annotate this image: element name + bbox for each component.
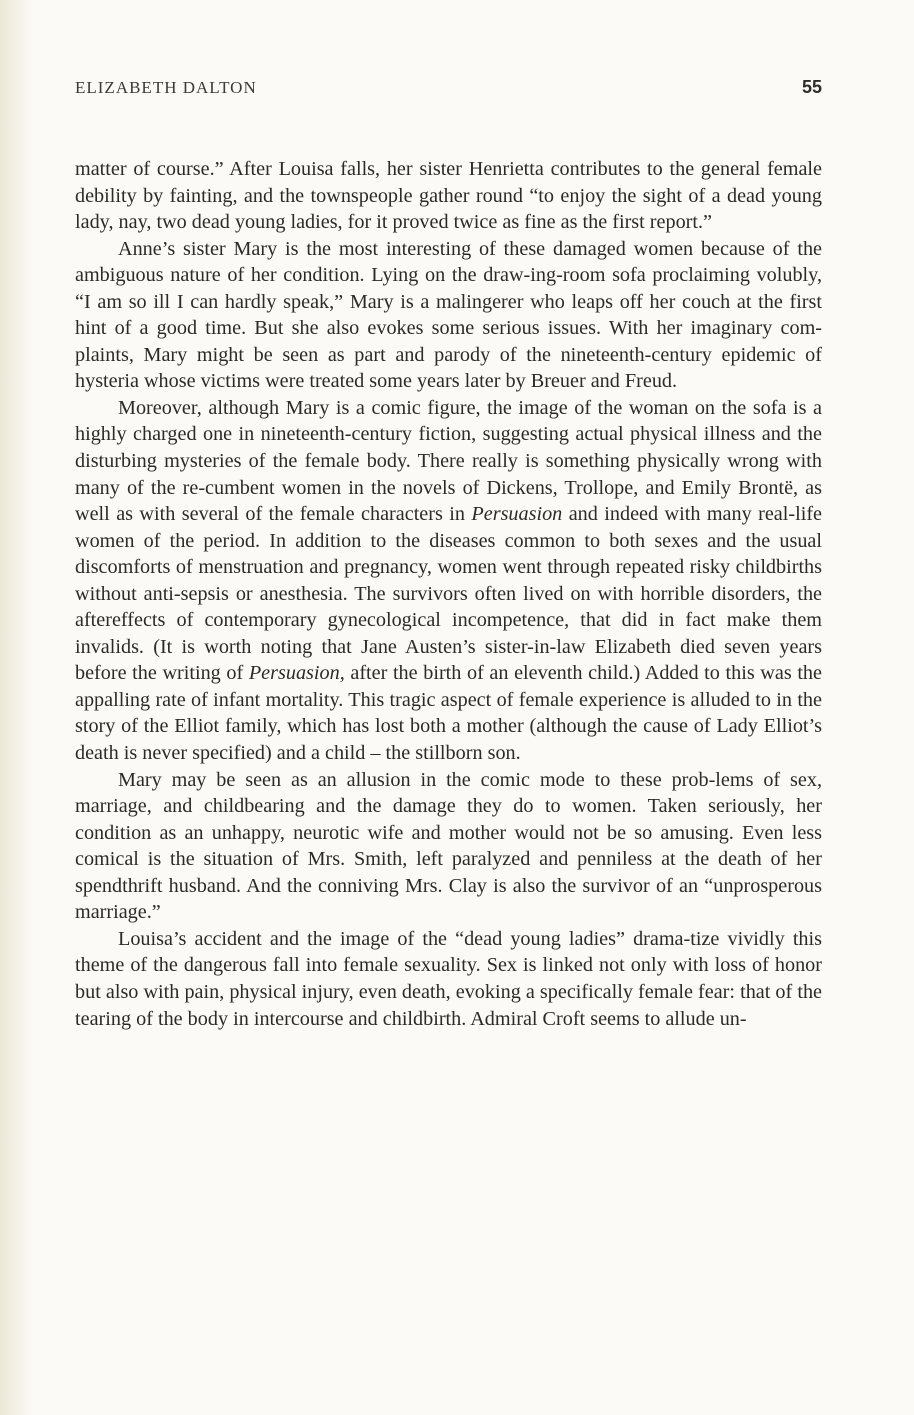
- paragraph: [75, 395, 822, 767]
- text-run: after the birth of an eleventh child.) Added to this was the appalling rate of infant mortality. This tragic aspect of female experience is alluded to in the story of the Elliot family, which has lost both a mother (although the cause of Lady Elliot’s death is never specified) and a child – the stillborn son.: [75, 662, 822, 765]
- running-head: ELIZABETH DALTON: [75, 78, 257, 97]
- paragraph: [75, 236, 822, 395]
- text-run: Mary may be seen as an allusion in the comic mode to these prob-lems of sex, marriage, and childbearing and the damage they do to women. Taken seriously, her condition as an unhappy, neurotic wife and mother would not be so amusing. Even less comical is the situation of Mrs. Smith, left paralyzed and penniless at the death of her spendthrift husband. And the conniving Mrs. Clay is also the survivor of an “unprosperous marriage.”: [75, 768, 822, 924]
- italic-title: Persuasion: [471, 503, 563, 526]
- text-run: Moreover, although Mary is a comic figure, the image of the woman on the sofa is a highly charged one in nineteenth-century fiction, suggesting actual physical illness and the disturbing mysteries of the female body. There really is something physically wrong with many of the re-cumbent women in the novels of Dickens, Trollope, and Emily Brontë, as well as with several of the female characters in: [75, 396, 822, 526]
- text-run: and indeed with many real-life women of the period. In addition to the diseases common to both sexes and the usual discomforts of menstruation and pregnancy, women went through repeated risky childbirths without anti-sepsis or anesthesia. The survivors often lived on with horrible disorders, the aftereffects of contemporary gynecological incompetence, that did in fact make them invalids. (It is worth noting that Jane Austen’s sister-in-law Elizabeth died seven years before the writing of: [75, 503, 822, 685]
- text-run: matter of course.” After Louisa falls, her sister Henrietta contributes to the general female debility by fainting, and the townspeople gather round “to enjoy the sight of a dead young lady, nay, two dead young ladies, for it proved twice as fine as the first report.”: [75, 158, 822, 234]
- text-run: Louisa’s accident and the image of the “dead young ladies” drama-tize vividly this theme of the dangerous fall into female sexuality. Sex is linked not only with loss of honor but also with pain, physical injury, even death, evoking a specifically female fear: that of the tearing of the body in intercourse and childbirth. Admiral Croft seems to allude un-: [75, 927, 822, 1030]
- page-header: [75, 78, 822, 102]
- page-gutter-shadow: [0, 0, 34, 1415]
- italic-title: Persuasion,: [248, 662, 345, 685]
- body-text: [75, 156, 822, 1032]
- paragraph: [75, 767, 822, 926]
- paragraph: [75, 156, 822, 236]
- text-run: Anne’s sister Mary is the most interesting of these damaged women because of the ambiguous nature of her condition. Lying on the draw-ing-room sofa proclaiming volubly, “I am so ill I can hardly speak,” Mary is a malingerer who leaps off her couch at the first hint of a good time. But she also evokes some serious issues. With her imaginary com-plaints, Mary might be seen as part and parody of the nineteenth-century epidemic of hysteria whose victims were treated some years later by Breuer and Freud.: [75, 237, 822, 393]
- paragraph: [75, 926, 822, 1032]
- page-number: 55: [801, 77, 822, 97]
